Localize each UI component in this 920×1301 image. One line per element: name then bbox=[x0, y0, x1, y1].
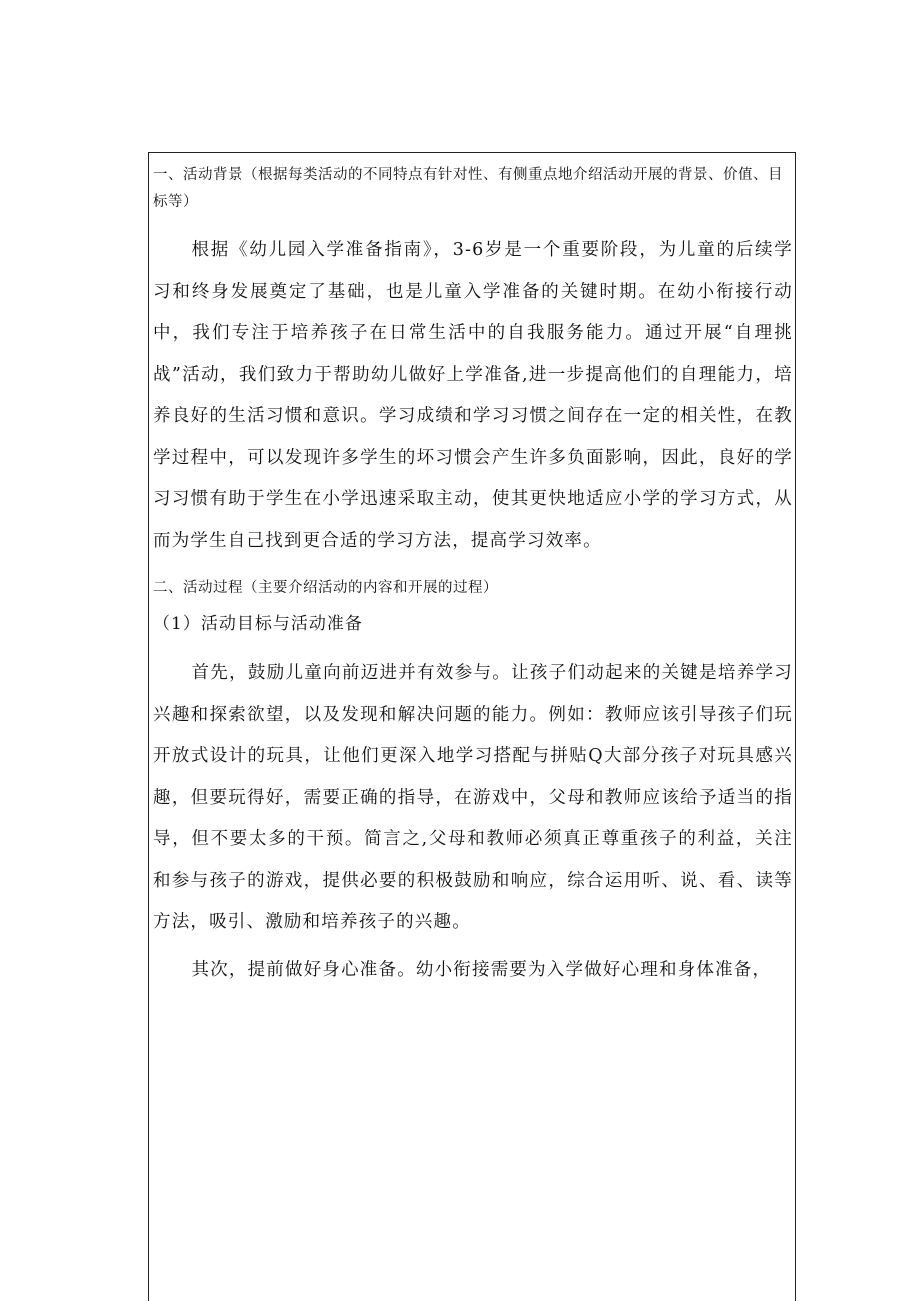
section-2-heading: 二、活动过程（主要介绍活动的内容和开展的过程） bbox=[153, 580, 498, 596]
section-1-paragraph: 根据《幼儿园入学准备指南》，3-6岁是一个重要阶段，为儿童的后续学习和终身发展奠定了基础，也是儿童入学准备的关键时期。在幼小衔接行动中，我们专注于培养孩子在日常生活中的自我服务能力。通过开展“自理挑战”活动，我们致力于帮助幼儿做好上学准备,进一步提高他们的自理能力，培养良好的生活习惯和意识。学习成绩和学习习惯之间存在一定的相关性，在教学过程中，可以发现许多学生的坏习惯会产生许多负面影响，因此，良好的学习习惯有助于学生在小学迅速采取主动，使其更快地适应小学的学习方式，从而为学生自己找到更合适的学习方法，提高学习效率。 bbox=[153, 240, 793, 551]
section-2-paragraph-2: 其次，提前做好身心准备。幼小衔接需要为入学做好心理和身体准备， bbox=[191, 959, 772, 980]
document-table-frame bbox=[148, 152, 796, 1301]
document-content bbox=[149, 153, 797, 991]
section-1-heading: 一、活动背景（根据每类活动的不同特点有针对性、有侧重点地介绍活动开展的背景、价值、目标等） bbox=[153, 167, 783, 210]
section-2-subheading: （1）活动目标与活动准备 bbox=[153, 614, 363, 634]
section-2-paragraph-1: 首先，鼓励儿童向前迈进并有效参与。让孩子们动起来的关键是培养学习兴趣和探索欲望，以及发现和解决问题的能力。例如：教师应该引导孩子们玩开放式设计的玩具，让他们更深入地学习搭配与拼贴Q大部分孩子对玩具感兴趣，但要玩得好，需要正确的指导，在游戏中，父母和教师应该给予适当的指导，但不要太多的干预。简言之,父母和教师必须真正尊重孩子的利益，关注和参与孩子的游戏，提供必要的积极鼓励和响应，综合运用听、说、看、读等方法，吸引、激励和培养孩子的兴趣。 bbox=[153, 663, 793, 932]
